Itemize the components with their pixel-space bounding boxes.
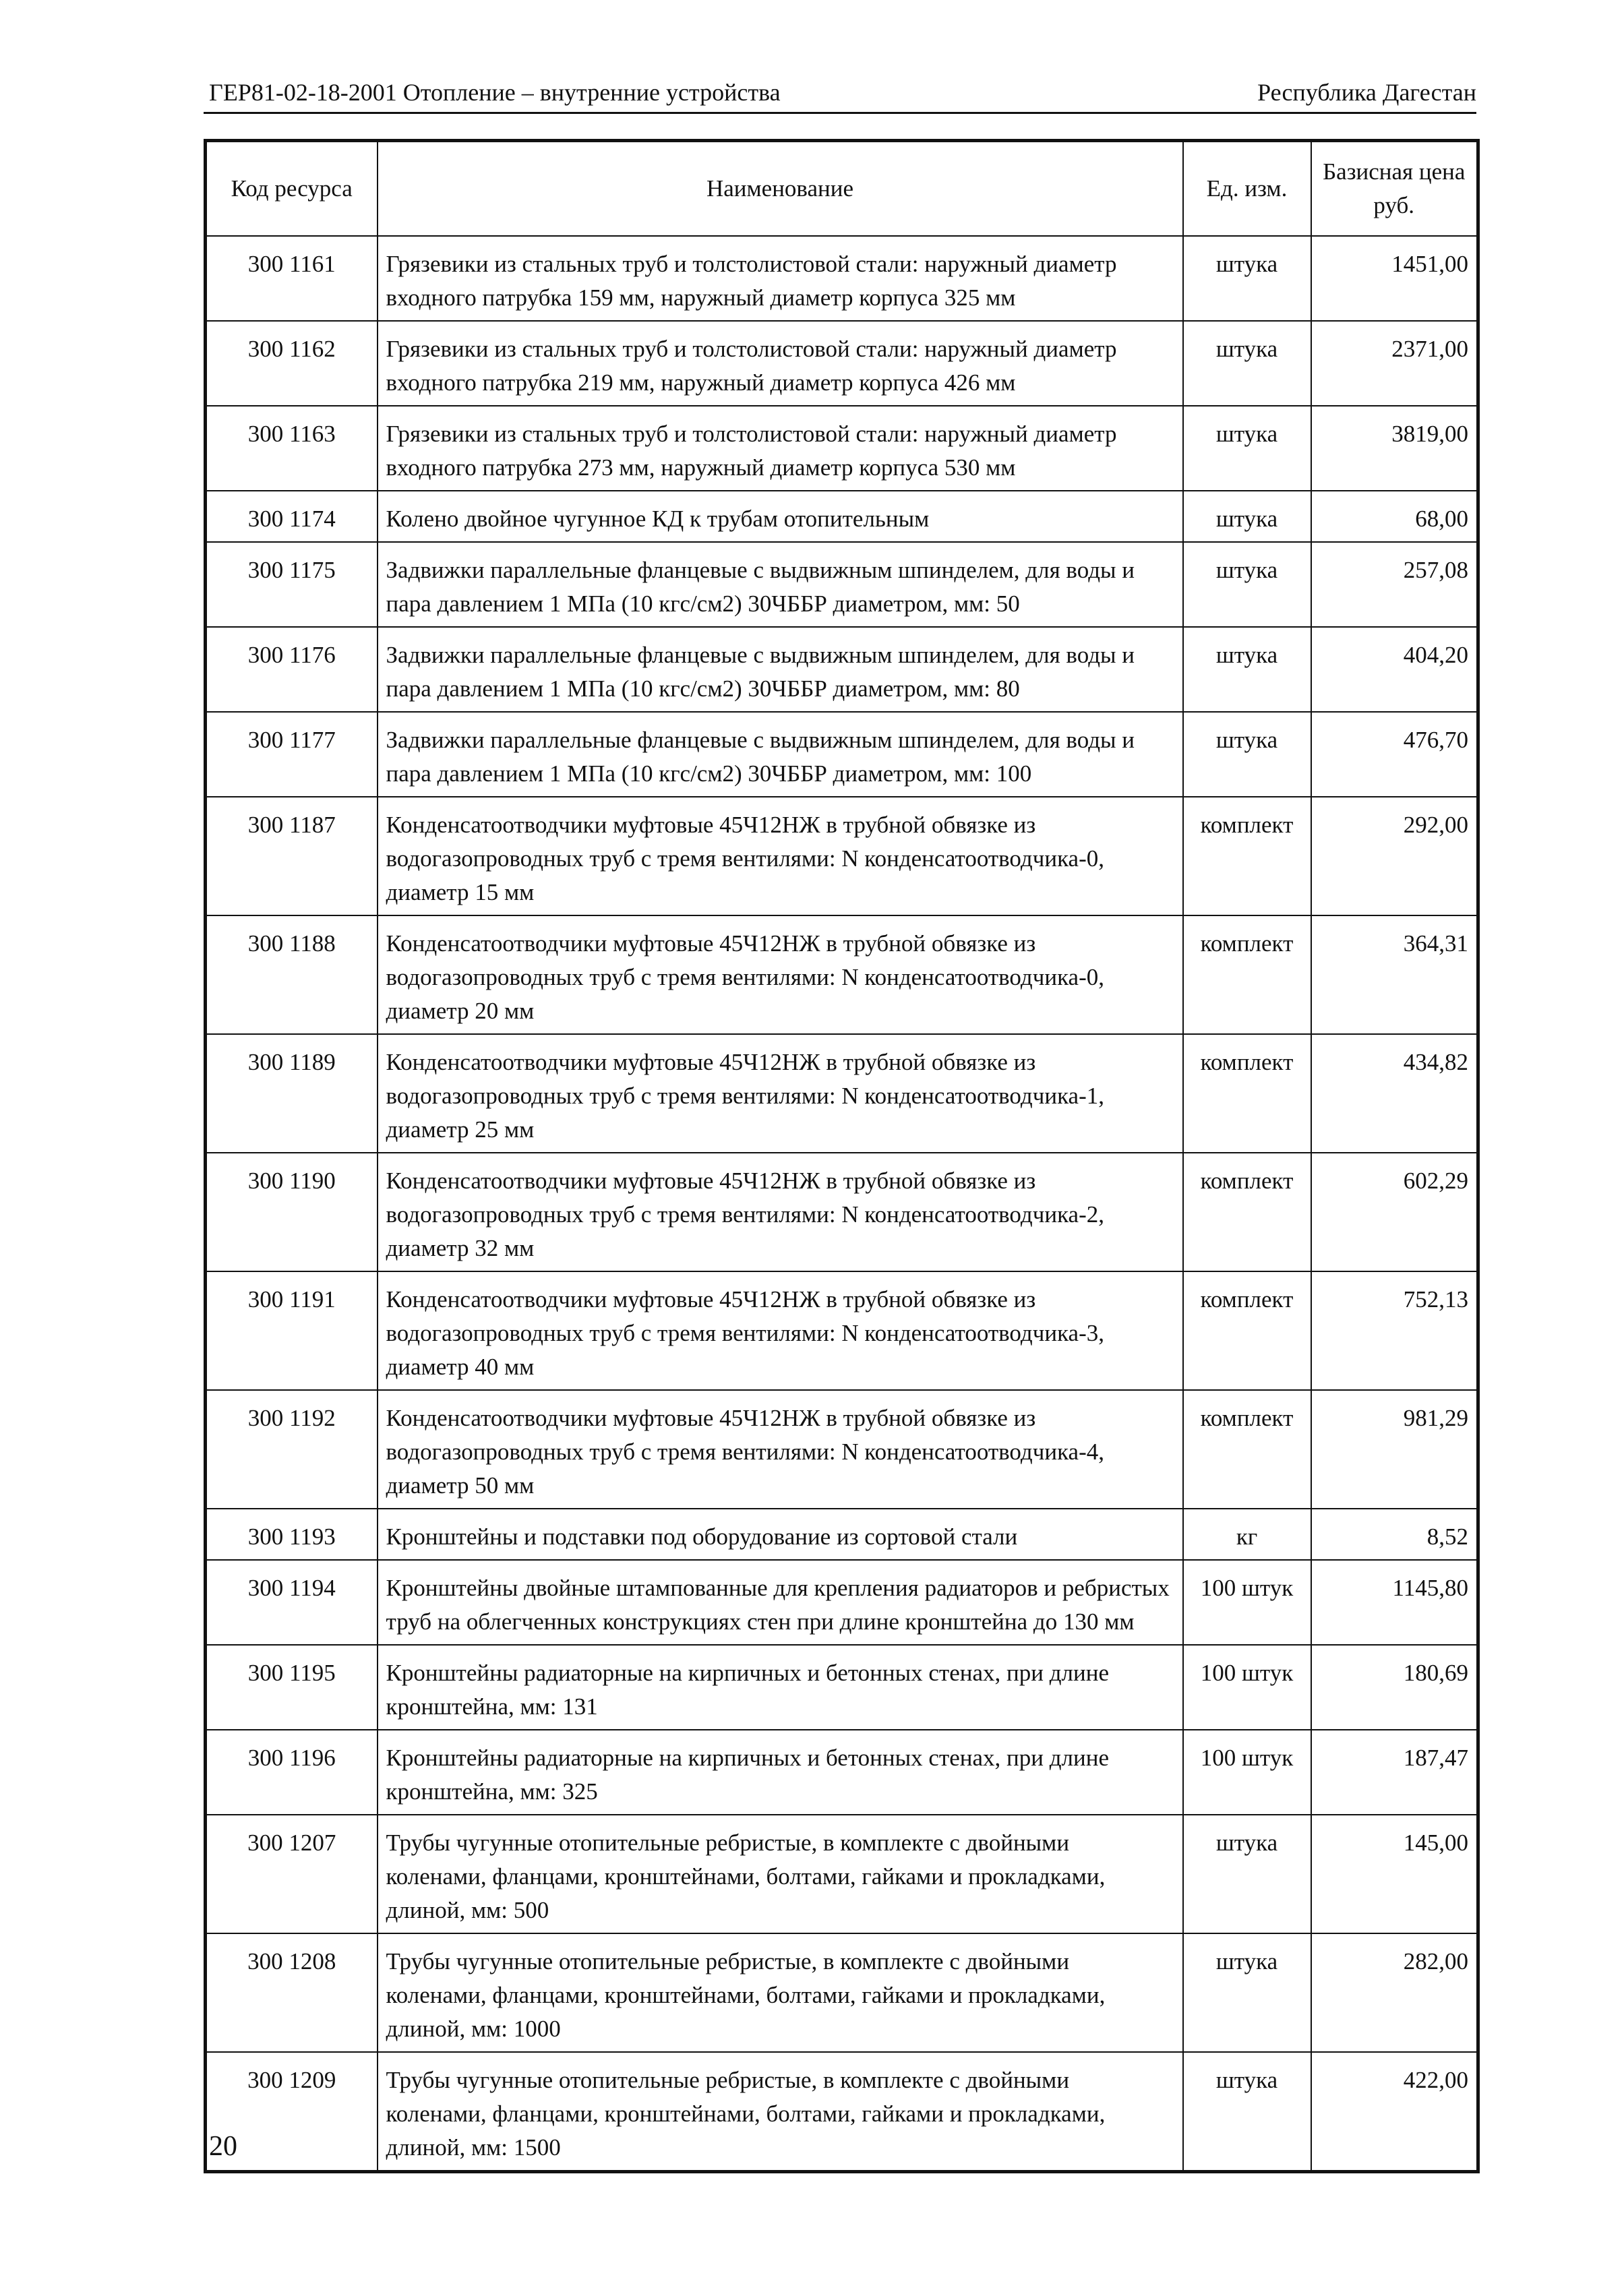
base-price-cell: 68,00 (1311, 491, 1478, 542)
base-price-cell: 292,00 (1311, 797, 1478, 915)
base-price-cell: 752,13 (1311, 1271, 1478, 1390)
base-price-cell: 476,70 (1311, 712, 1478, 797)
table-row (206, 1815, 1478, 1933)
base-price-cell: 3819,00 (1311, 406, 1478, 491)
base-price-cell: 434,82 (1311, 1034, 1478, 1153)
table-header-row (206, 141, 1478, 237)
resource-code-cell: 300 1194 (206, 1560, 378, 1645)
base-price-cell: 8,52 (1311, 1509, 1478, 1560)
resource-code-cell: 300 1192 (206, 1390, 378, 1509)
table-row (206, 1509, 1478, 1560)
resource-code-cell: 300 1163 (206, 406, 378, 491)
table-body (206, 236, 1478, 2172)
resource-code-cell: 300 1177 (206, 712, 378, 797)
resource-code-cell: 300 1207 (206, 1815, 378, 1933)
base-price-cell: 1451,00 (1311, 236, 1478, 321)
page-number: 20 (209, 2131, 237, 2162)
table-row (206, 1645, 1478, 1730)
unit-cell: комплект (1183, 1271, 1311, 1390)
header-document-title: ГЕР81-02-18-2001 Отопление – внутренние устройства (209, 79, 781, 106)
resource-name-cell: Конденсатоотводчики муфтовые 45Ч12НЖ в трубной обвязке из водогазопроводных труб с тремя вентилями: N конденсатоотводчика-1, диаметр 25 мм (378, 1034, 1183, 1153)
resource-name-cell: Кронштейны радиаторные на кирпичных и бетонных стенах, при длине кронштейна, мм: 325 (378, 1730, 1183, 1815)
resource-name-cell: Грязевики из стальных труб и толстолистовой стали: наружный диаметр входного патрубка 159 мм, наружный диаметр корпуса 325 мм (378, 236, 1183, 321)
header-region: Республика Дагестан (1257, 79, 1476, 106)
resource-name-cell: Трубы чугунные отопительные ребристые, в комплекте с двойными коленами, фланцами, кронштейнами, болтами, гайками и прокладками, длиной, мм: 1500 (378, 2052, 1183, 2172)
running-header (209, 76, 1476, 109)
resource-name-cell: Колено двойное чугунное КД к трубам отопительным (378, 491, 1183, 542)
table-row (206, 1933, 1478, 2052)
resource-code-cell: 300 1191 (206, 1271, 378, 1390)
table-row (206, 2052, 1478, 2172)
unit-cell: комплект (1183, 797, 1311, 915)
unit-cell: кг (1183, 1509, 1311, 1560)
resource-code-cell: 300 1209 (206, 2052, 378, 2172)
table-row (206, 1390, 1478, 1509)
unit-cell: 100 штук (1183, 1560, 1311, 1645)
table-row (206, 797, 1478, 915)
unit-cell: штука (1183, 321, 1311, 406)
resource-code-cell: 300 1189 (206, 1034, 378, 1153)
base-price-cell: 187,47 (1311, 1730, 1478, 1815)
resource-name-cell: Конденсатоотводчики муфтовые 45Ч12НЖ в трубной обвязке из водогазопроводных труб с тремя вентилями: N конденсатоотводчика-4, диаметр 50 мм (378, 1390, 1183, 1509)
unit-cell: штука (1183, 1815, 1311, 1933)
table-row (206, 236, 1478, 321)
resource-code-cell: 300 1193 (206, 1509, 378, 1560)
base-price-cell: 2371,00 (1311, 321, 1478, 406)
unit-cell: штука (1183, 236, 1311, 321)
resource-name-cell: Задвижки параллельные фланцевые с выдвижным шпинделем, для воды и пара давлением 1 МПа (10 кгс/см2) 30ЧББР диаметром, мм: 80 (378, 627, 1183, 712)
resource-name-cell: Кронштейны двойные штампованные для крепления радиаторов и ребристых труб на облегченных конструкциях стен при длине кронштейна до 130 мм (378, 1560, 1183, 1645)
resource-code-cell: 300 1162 (206, 321, 378, 406)
base-price-cell: 602,29 (1311, 1153, 1478, 1271)
unit-cell: штука (1183, 406, 1311, 491)
table-row (206, 712, 1478, 797)
resource-name-cell: Конденсатоотводчики муфтовые 45Ч12НЖ в трубной обвязке из водогазопроводных труб с тремя вентилями: N конденсатоотводчика-2, диаметр 32 мм (378, 1153, 1183, 1271)
resource-code-cell: 300 1208 (206, 1933, 378, 2052)
resource-name-cell: Кронштейны и подставки под оборудование из сортовой стали (378, 1509, 1183, 1560)
unit-cell: комплект (1183, 915, 1311, 1034)
resource-name-cell: Задвижки параллельные фланцевые с выдвижным шпинделем, для воды и пара давлением 1 МПа (10 кгс/см2) 30ЧББР диаметром, мм: 100 (378, 712, 1183, 797)
resource-code-cell: 300 1175 (206, 542, 378, 627)
base-price-cell: 364,31 (1311, 915, 1478, 1034)
resource-name-cell: Грязевики из стальных труб и толстолистовой стали: наружный диаметр входного патрубка 219 мм, наружный диаметр корпуса 426 мм (378, 321, 1183, 406)
table-row (206, 915, 1478, 1034)
base-price-cell: 282,00 (1311, 1933, 1478, 2052)
column-header-unit: Ед. изм. (1183, 141, 1311, 237)
price-table (204, 139, 1480, 2173)
base-price-cell: 145,00 (1311, 1815, 1478, 1933)
column-header-name: Наименование (378, 141, 1183, 237)
resource-code-cell: 300 1195 (206, 1645, 378, 1730)
resource-code-cell: 300 1188 (206, 915, 378, 1034)
table-row (206, 542, 1478, 627)
unit-cell: штука (1183, 491, 1311, 542)
unit-cell: 100 штук (1183, 1645, 1311, 1730)
unit-cell: штука (1183, 1933, 1311, 2052)
unit-cell: штука (1183, 712, 1311, 797)
unit-cell: штука (1183, 627, 1311, 712)
base-price-cell: 404,20 (1311, 627, 1478, 712)
column-header-price: Базисная цена руб. (1311, 141, 1478, 237)
resource-name-cell: Грязевики из стальных труб и толстолистовой стали: наружный диаметр входного патрубка 273 мм, наружный диаметр корпуса 530 мм (378, 406, 1183, 491)
table-row (206, 1730, 1478, 1815)
column-header-code: Код ресурса (206, 141, 378, 237)
unit-cell: штука (1183, 2052, 1311, 2172)
resource-name-cell: Конденсатоотводчики муфтовые 45Ч12НЖ в трубной обвязке из водогазопроводных труб с тремя вентилями: N конденсатоотводчика-3, диаметр 40 мм (378, 1271, 1183, 1390)
resource-code-cell: 300 1190 (206, 1153, 378, 1271)
unit-cell: 100 штук (1183, 1730, 1311, 1815)
resource-name-cell: Кронштейны радиаторные на кирпичных и бетонных стенах, при длине кронштейна, мм: 131 (378, 1645, 1183, 1730)
unit-cell: комплект (1183, 1034, 1311, 1153)
unit-cell: комплект (1183, 1390, 1311, 1509)
table-row (206, 321, 1478, 406)
table-row (206, 491, 1478, 542)
table-row (206, 1034, 1478, 1153)
unit-cell: штука (1183, 542, 1311, 627)
base-price-cell: 422,00 (1311, 2052, 1478, 2172)
resource-name-cell: Конденсатоотводчики муфтовые 45Ч12НЖ в трубной обвязке из водогазопроводных труб с тремя вентилями: N конденсатоотводчика-0, диаметр 20 мм (378, 915, 1183, 1034)
base-price-cell: 180,69 (1311, 1645, 1478, 1730)
resource-code-cell: 300 1161 (206, 236, 378, 321)
table-row (206, 1560, 1478, 1645)
resource-name-cell: Трубы чугунные отопительные ребристые, в комплекте с двойными коленами, фланцами, кронштейнами, болтами, гайками и прокладками, длиной, мм: 500 (378, 1815, 1183, 1933)
resource-name-cell: Конденсатоотводчики муфтовые 45Ч12НЖ в трубной обвязке из водогазопроводных труб с тремя вентилями: N конденсатоотводчика-0, диаметр 15 мм (378, 797, 1183, 915)
table-row (206, 1153, 1478, 1271)
table-row (206, 1271, 1478, 1390)
resource-code-cell: 300 1176 (206, 627, 378, 712)
resource-code-cell: 300 1187 (206, 797, 378, 915)
unit-cell: комплект (1183, 1153, 1311, 1271)
header-rule (204, 112, 1476, 114)
table-row (206, 627, 1478, 712)
base-price-cell: 257,08 (1311, 542, 1478, 627)
table-row (206, 406, 1478, 491)
resource-code-cell: 300 1196 (206, 1730, 378, 1815)
resource-name-cell: Трубы чугунные отопительные ребристые, в комплекте с двойными коленами, фланцами, кронштейнами, болтами, гайками и прокладками, длиной, мм: 1000 (378, 1933, 1183, 2052)
base-price-cell: 1145,80 (1311, 1560, 1478, 1645)
resource-name-cell: Задвижки параллельные фланцевые с выдвижным шпинделем, для воды и пара давлением 1 МПа (10 кгс/см2) 30ЧББР диаметром, мм: 50 (378, 542, 1183, 627)
resource-code-cell: 300 1174 (206, 491, 378, 542)
base-price-cell: 981,29 (1311, 1390, 1478, 1509)
